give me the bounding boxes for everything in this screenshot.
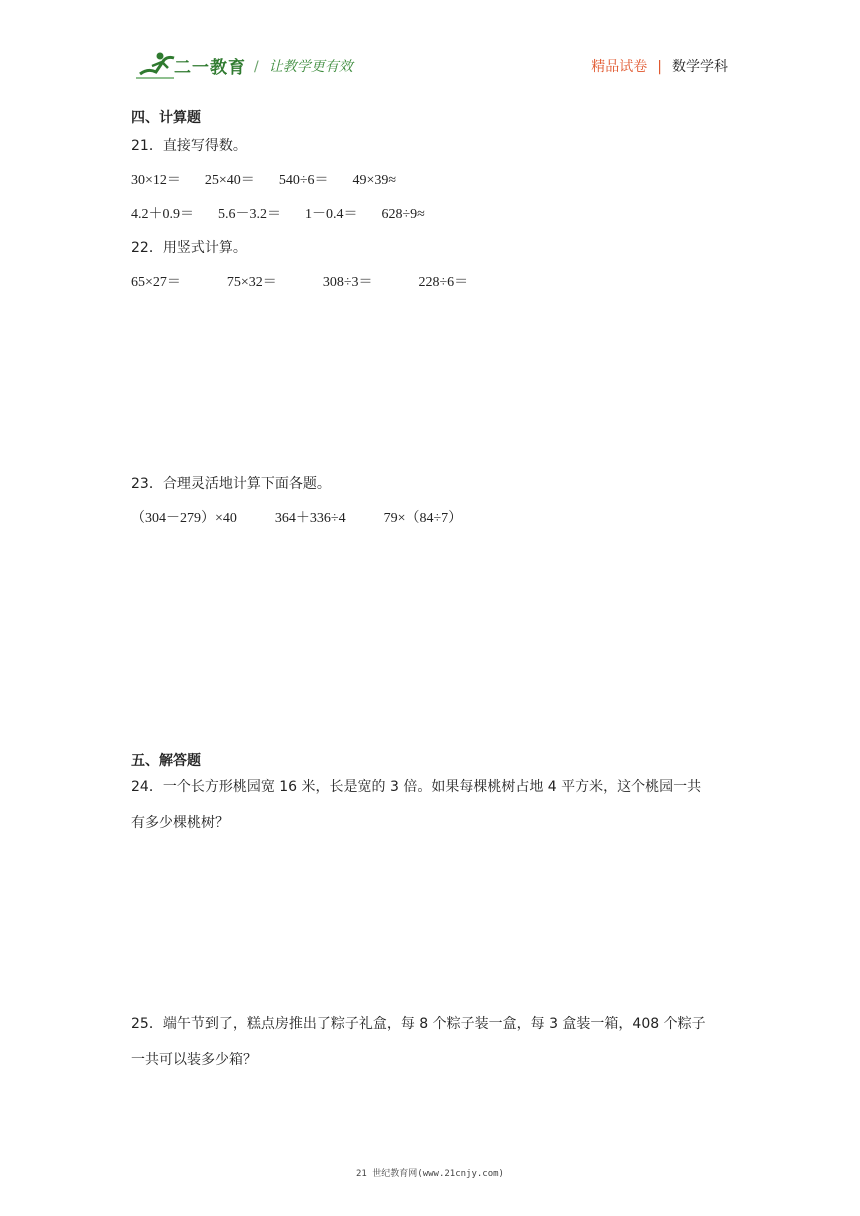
q23-expr: （304－279）×40 xyxy=(131,511,237,526)
slogan xyxy=(254,56,353,76)
q22-row xyxy=(131,271,514,291)
q23-row xyxy=(131,507,500,527)
page-header xyxy=(130,44,730,84)
slash-divider: / xyxy=(254,59,259,75)
q21-expr: 30×12＝ xyxy=(131,173,181,188)
q21-expr: 5.6－3.2＝ xyxy=(218,207,281,222)
q22-expr: 308÷3＝ xyxy=(322,275,373,290)
q23-expr: 79×（84÷7） xyxy=(383,511,463,526)
q25-line1: 25．端午节到了，糕点房推出了粽子礼盒，每 8 个粽子装一盒，每 3 盒装一箱，408 个粽子 xyxy=(131,1016,706,1032)
q21-expr: 628÷9≈ xyxy=(381,207,425,222)
q21-expr: 25×40＝ xyxy=(204,173,255,188)
q22-expr: 65×27＝ xyxy=(131,275,181,290)
q24-line2: 有多少棵桃树？ xyxy=(131,815,229,831)
subject-label: 数学学科 xyxy=(672,59,728,75)
q21-expr: 49×39≈ xyxy=(352,173,397,188)
q24-text xyxy=(131,769,731,841)
header-right xyxy=(591,56,728,76)
q24-line1: 24．一个长方形桃园宽 16 米，长是宽的 3 倍。如果每棵桃树占地 4 平方米，这个桃园一共 xyxy=(131,779,702,795)
q25-line2: 一共可以装多少箱？ xyxy=(131,1052,257,1068)
quality-label: 精品试卷 xyxy=(591,59,648,75)
header-divider: | xyxy=(657,59,662,75)
brand-name: 二一教育 xyxy=(174,58,246,78)
q21-prompt: 21．直接写得数。 xyxy=(131,138,247,154)
section-title-calc: 四、计算题 xyxy=(131,110,201,126)
page-footer: 21 世纪教育网(www.21cnjy.com) xyxy=(356,1169,504,1179)
q21-expr: 1－0.4＝ xyxy=(305,207,358,222)
q21-expr: 540÷6＝ xyxy=(278,173,329,188)
q21-row1 xyxy=(131,169,420,189)
q21-row2 xyxy=(131,203,449,223)
q25-text xyxy=(131,1006,731,1078)
q23-prompt: 23．合理灵活地计算下面各题。 xyxy=(131,476,331,492)
q21-expr: 4.2＋0.9＝ xyxy=(131,207,194,222)
q22-prompt: 22．用竖式计算。 xyxy=(131,240,247,256)
q23-expr: 364＋336÷4 xyxy=(274,511,346,526)
q22-expr: 75×32＝ xyxy=(226,275,277,290)
slogan-text: 让教学更有效 xyxy=(268,59,353,75)
q22-expr: 228÷6＝ xyxy=(418,275,469,290)
section-title-answer: 五、解答题 xyxy=(131,753,201,769)
